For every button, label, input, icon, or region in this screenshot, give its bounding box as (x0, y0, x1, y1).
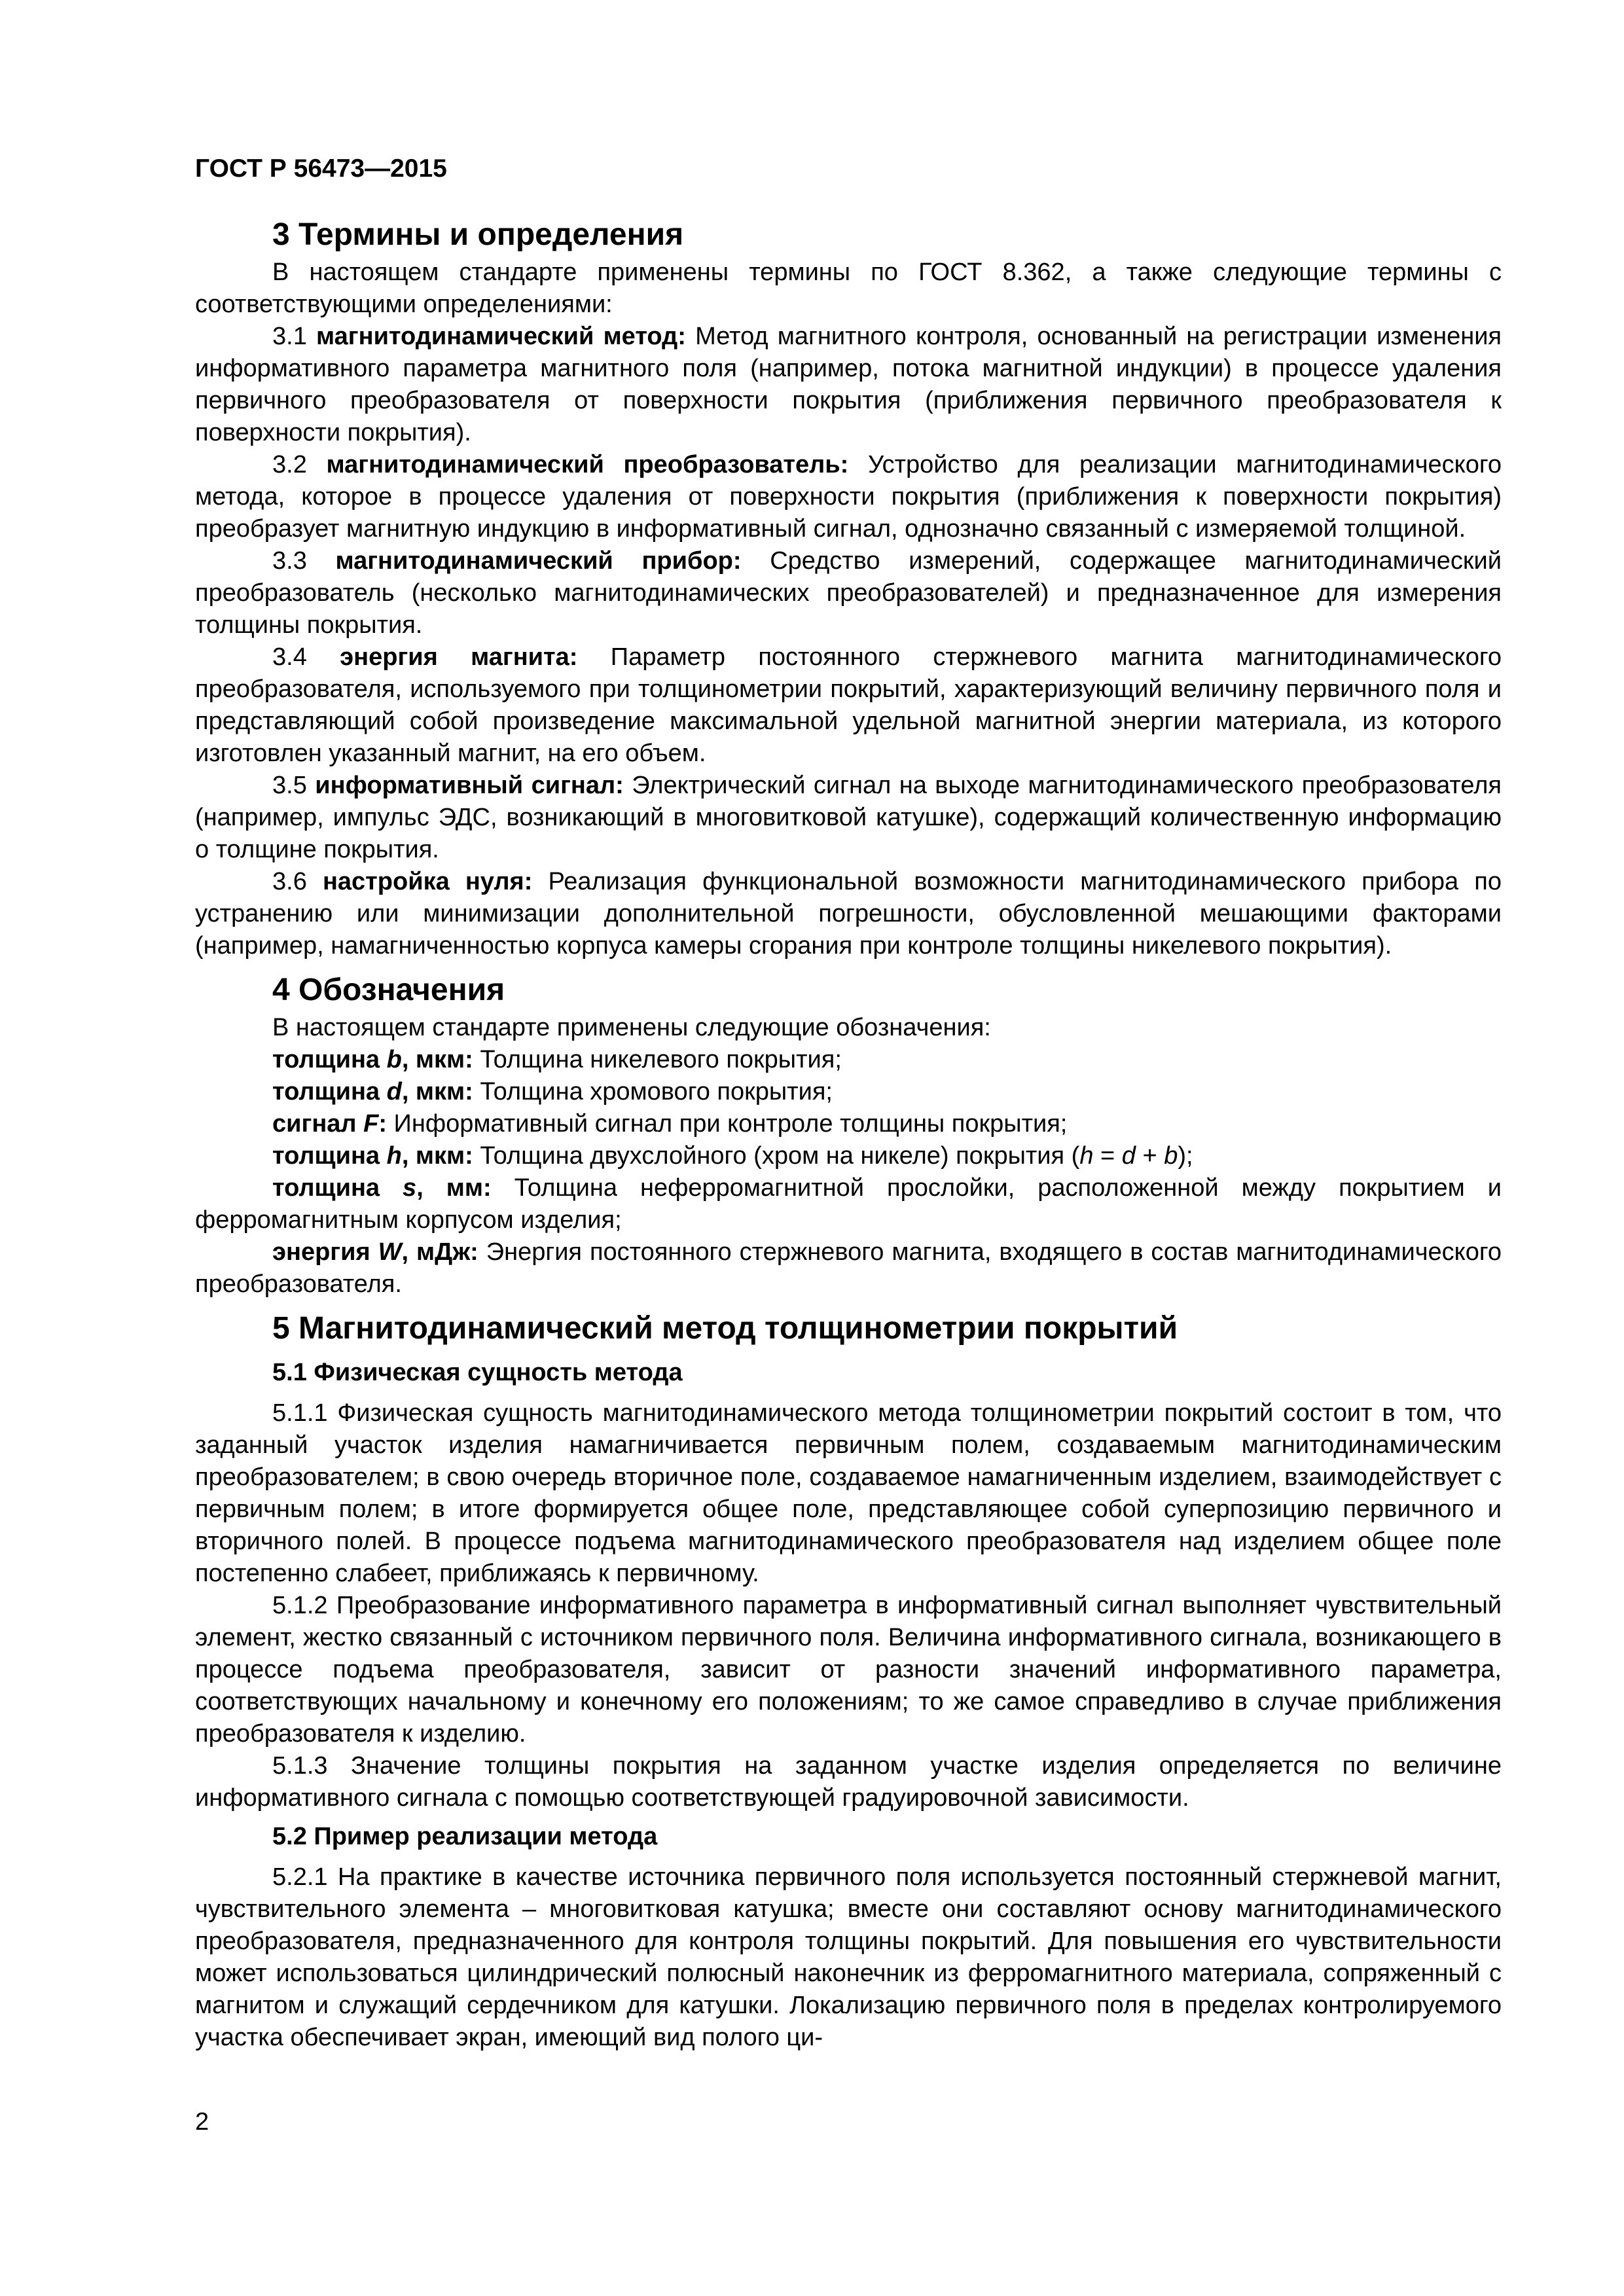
symbol-unit: , мкм: (401, 1142, 473, 1170)
term-text: Средство измерений, содержащее магнитодинамический преобразователь (несколько магнитодинамических преобразователей) и предназначенное для измерения толщины покрытия. (195, 547, 1502, 639)
term-number: 3.3 (272, 547, 307, 575)
term-text: Устройство для реализации магнитодинамического метода, которое в процессе удаления от поверхности покрытия (приближения к поверхности покрытия) преобразует магнитную индукцию в информативный сигнал, однозначно связанный с измеряемой толщиной. (195, 451, 1502, 543)
symbol-letter: s (403, 1174, 417, 1202)
subsection-5-2-heading: 5.2 Пример реализации метода (272, 1823, 658, 1850)
page-content (195, 213, 1502, 2054)
term-name: магнитодинамический преобразователь: (326, 451, 849, 478)
formula-b: b (1164, 1142, 1178, 1170)
term-name: информативный сигнал: (315, 772, 624, 799)
formula-plus: + (1135, 1142, 1164, 1170)
symbol-letter: h (386, 1142, 402, 1170)
term-name: магнитодинамический метод: (316, 323, 686, 350)
symbol-definition (195, 1236, 1502, 1300)
term-number: 3.1 (272, 323, 307, 350)
term-definition (195, 449, 1502, 545)
symbol-prefix: толщина (272, 1078, 387, 1105)
section-4-heading: 4 Обозначения (272, 973, 505, 1007)
term-text: Метод магнитного контроля, основанный на регистрации изменения информативного параметра магнитного поля (например, потока магнитной индукции) в процессе удаления первичного преобразователя от поверхности покрытия (приближения первичного преобразователя к поверхности покрытия). (195, 323, 1502, 446)
term-definition (195, 866, 1502, 962)
symbol-text: Толщина хромового покрытия; (480, 1078, 833, 1105)
term-name: настройка нуля: (322, 868, 533, 895)
symbol-text: Толщина двухслойного (хром на никеле) покрытия ( (480, 1142, 1080, 1170)
symbol-unit: , мкм: (401, 1046, 473, 1073)
subsection-5-1-heading: 5.1 Физическая сущность метода (272, 1359, 683, 1386)
section-4-intro: В настоящем стандарте применены следующие обозначения: (272, 1014, 991, 1041)
term-number: 3.2 (272, 451, 307, 478)
term-number: 3.6 (272, 868, 307, 895)
symbol-prefix: толщина (272, 1174, 403, 1202)
symbol-unit: , мкм: (401, 1078, 473, 1105)
symbol-letter: W (378, 1238, 402, 1266)
formula-h: h (1079, 1142, 1094, 1170)
symbol-letter: b (386, 1046, 402, 1073)
formula-equals: = (1093, 1142, 1122, 1170)
term-definition (195, 770, 1502, 866)
paragraph: 5.1.1 Физическая сущность магнитодинамического метода толщинометрии покрытий состоит в том, что заданный участок изделия намагничивается первичным полем, создаваемым магнитодинамическим преобразователем; в свою очередь вторичное поле, создаваемое намагниченным изделием, взаимодействует с первичным полем; в итоге формируется общее поле, представляющее собой суперпозицию первичного и вторичного полей. В процессе подъема магнитодинамического преобразователя над изделием общее поле постепенно слабеет, приближаясь к первичному. (195, 1399, 1502, 1587)
symbol-definition-h (195, 1140, 1502, 1172)
paragraph: 5.1.3 Значение толщины покрытия на заданном участке изделия определяется по величине информативного сигнала с помощью соответствующей градуировочной зависимости. (195, 1752, 1502, 1812)
symbol-definition (195, 1044, 1502, 1076)
paragraph: 5.1.2 Преобразование информативного параметра в информативный сигнал выполняет чувствительный элемент, жестко связанный с источником первичного поля. Величина информативного сигнала, возникающего в процессе подъема преобразователя, зависит от разности значений информативного параметра, соответствующих начальному и конечному его положениям; то же самое справедливо в случае приближения преобразователя к изделию. (195, 1592, 1502, 1748)
symbol-unit: , мм: (416, 1174, 492, 1202)
section-3-heading: 3 Термины и определения (272, 217, 684, 252)
term-text: Реализация функциональной возможности магнитодинамического прибора по устранению или минимизации дополнительной погрешности, обусловленной мешающими факторами (например, намагниченностью корпуса камеры сгорания при контроле толщины никелевого покрытия). (195, 868, 1502, 960)
symbol-text: Толщина неферромагнитной прослойки, расположенной между покрытием и ферромагнитным корпусом изделия; (195, 1174, 1502, 1234)
symbol-unit: , мДж: (401, 1238, 478, 1266)
paragraph: 5.2.1 На практике в качестве источника первичного поля используется постоянный стержневой магнит, чувствительного элемента – многовитковая катушка; вместе они составляют основу магнитодинамического преобразователя, предназначенного для контроля толщины покрытий. Для повышения его чувствительности может использоваться цилиндрический полюсный наконечник из ферромагнитного материала, сопряженный с магнитом и служащий сердечником для катушки. Локализацию первичного поля в пределах контролируемого участка обеспечивает экран, имеющий вид полого ци- (195, 1863, 1502, 2051)
symbol-definition (195, 1076, 1502, 1108)
symbol-letter: d (386, 1078, 402, 1105)
formula-d: d (1121, 1142, 1136, 1170)
symbol-text: Энергия постоянного стержневого магнита, входящего в состав магнитодинамического преобразователя. (195, 1238, 1502, 1298)
term-name: магнитодинамический прибор: (335, 547, 742, 575)
section-3-intro: В настоящем стандарте применены термины по ГОСТ 8.362, а также следующие термины с соответствующими определениями: (195, 259, 1502, 318)
symbol-prefix: сигнал (272, 1110, 364, 1138)
symbol-definition (195, 1172, 1502, 1236)
term-definition (195, 545, 1502, 641)
section-5-heading: 5 Магнитодинамический метод толщинометрии покрытий (272, 1311, 1178, 1346)
symbol-prefix: толщина (272, 1046, 387, 1073)
symbol-prefix: толщина (272, 1142, 387, 1170)
symbol-definition (195, 1108, 1502, 1140)
term-number: 3.4 (272, 643, 307, 671)
term-name: энергия магнита: (340, 643, 578, 671)
symbol-letter: F (363, 1110, 379, 1138)
term-text: Электрический сигнал на выходе магнитодинамического преобразователя (например, импульс ЭДС, возникающий в многовитковой катушке), содержащий количественную информацию о толщине покрытия. (195, 772, 1502, 863)
formula-end: ); (1178, 1142, 1193, 1170)
term-definition (195, 321, 1502, 449)
page-number: 2 (195, 2108, 209, 2136)
symbol-text: Информативный сигнал при контроле толщины покрытия; (393, 1110, 1068, 1138)
term-definition (195, 641, 1502, 770)
symbol-prefix: энергия (272, 1238, 378, 1266)
standard-id-header: ГОСТ Р 56473—2015 (195, 154, 447, 183)
symbol-text: Толщина никелевого покрытия; (480, 1046, 842, 1073)
term-text: Параметр постоянного стержневого магнита магнитодинамического преобразователя, используемого при толщинометрии покрытий, характеризующий величину первичного поля и представляющий собой произведение максимальной удельной магнитной энергии материала, из которого изготовлен указанный магнит, на его объем. (195, 643, 1502, 767)
symbol-unit: : (378, 1110, 387, 1138)
term-number: 3.5 (272, 772, 307, 799)
